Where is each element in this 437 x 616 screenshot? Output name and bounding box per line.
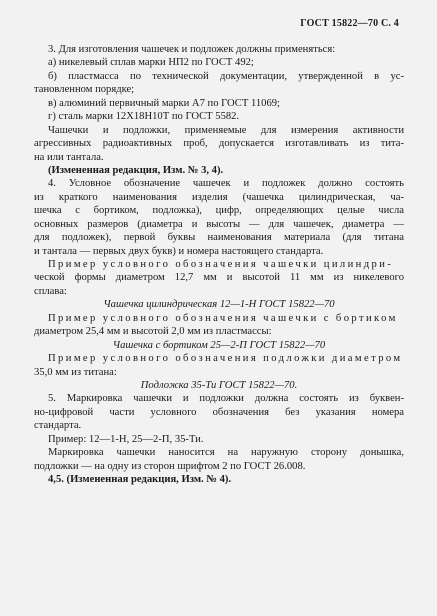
text-line: г) сталь марки 12Х18Н10Т по ГОСТ 5582. [48,111,240,123]
text-line: основных размеров (диаметра и высоты — для чашечек, диаметра — [34,218,404,230]
text-line: сплава: [34,285,67,297]
text-line: Пример условного обозначения чашечки цилиндри- [48,259,394,270]
text-line: в) алюминий первичный марки А7 по ГОСТ 11069; [48,97,281,109]
text-line: подложки — на одну из сторон шрифтом 2 по ГОСТ 26.008. [34,460,306,472]
text-line: 4. Условное обозначение чашечек и подложек должно состоять [48,178,404,190]
text-line: 3. Для изготовления чашечек и подложек должны применяться: [48,44,336,55]
text-line: Пример: 12—1-Н, 25—2-П, 35-Ти. [48,433,204,445]
text-line: агрессивных радиоактивных проб, допускается изготавливать из тита- [34,138,404,150]
text-line: диаметром 25,4 мм и высотой 2,0 мм из пластмассы: [34,326,272,338]
text-line: 35,0 мм из титана: [34,366,117,378]
text-line: для подложек), первой буквы наименования материала (для титана [34,232,404,244]
page-header: ГОСТ 15822—70 С. 4 [300,18,399,29]
text-line: 4,5. (Измененная редакция, Изм. № 4). [48,474,232,485]
text-line: Чашечка с бортиком 25—2-П ГОСТ 15822—70 [112,339,326,351]
text-line: стандарта. [34,420,82,432]
text-line: шечка с бортиком, подложка), цифр, определяющих целые числа [34,205,404,217]
text-line: Пример условного обозначения подложки диаметром [48,353,403,365]
text-line: Чашечка цилиндрическая 12—1-Н ГОСТ 15822—70 [103,299,335,311]
text-line: но-цифровой части условного обозначения без указания номера [34,406,404,418]
text-line: Подложка 35-Ти ГОСТ 15822—70. [140,379,298,391]
text-line: Чашечки и подложки, применяемые для измерения активности [48,124,404,136]
text-line: б) пластмасса по технической документации, утвержденной в ус- [48,70,404,82]
text-line: и тантала — первых двух букв) и номера настоящего стандарта. [34,245,324,257]
text-line: на или тантала. [34,151,104,163]
text-line: Маркировка чашечки наносится на наружную сторону донышка, [48,447,404,459]
text-line: 5. Маркировка чашечки и подложки должна состоять из буквен- [48,393,404,405]
document-body [34,43,404,486]
text-line: из краткого наименования изделия (чашечка цилиндрическая, ча- [34,191,404,203]
text-line: тановленном порядке; [34,84,135,96]
text-line: (Измененная редакция, Изм. № 3, 4). [48,164,224,176]
text-line: Пример условного обозначения чашечки с бортиком [48,312,398,324]
text-line: ческой формы диаметром 12,7 мм и высотой 11 мм из никелевого [34,272,404,284]
text-line: а) никелевый сплав марки НП2 по ГОСТ 492; [48,57,254,69]
